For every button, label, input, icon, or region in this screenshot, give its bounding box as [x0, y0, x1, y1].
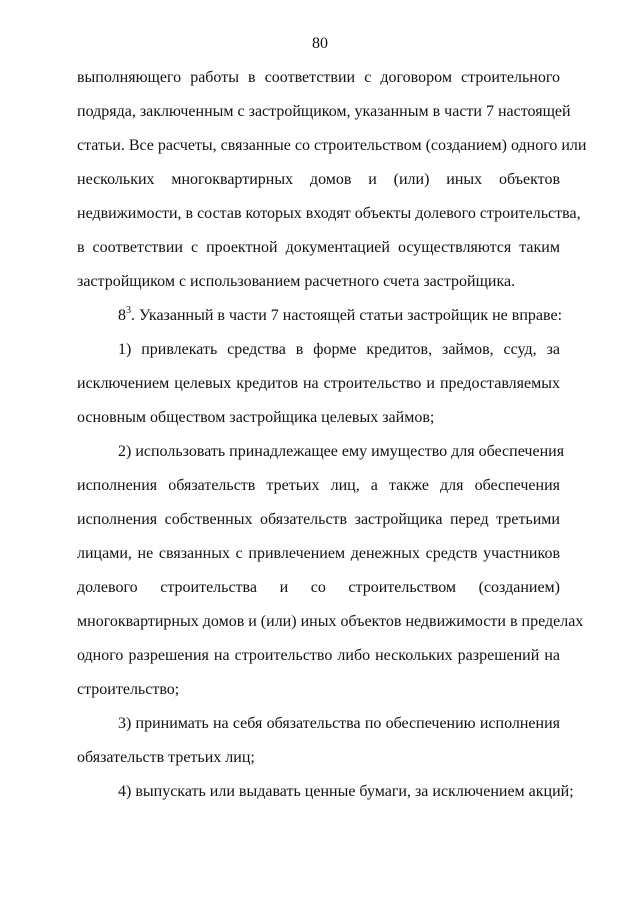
- page-number: 80: [312, 35, 328, 52]
- item-2-line-4: лицами, не связанных с привлечением денежных средств участников: [77, 545, 560, 562]
- item-2-line-7: одного разрешения на строительство либо нескольких разрешений на: [77, 647, 560, 664]
- item-1-line-1: 1) привлекать средства в форме кредитов, займов, ссуд, за: [118, 341, 560, 358]
- item-2-line-1: 2) использовать принадлежащее ему имущество для обеспечения: [118, 443, 565, 460]
- item-1-line-2: исключением целевых кредитов на строительство и предоставляемых: [77, 375, 560, 392]
- item-3-line-1: 3) принимать на себя обязательства по обеспечению исполнения: [118, 715, 560, 732]
- section-8-3-heading: [118, 304, 563, 326]
- text-line-1: выполняющего работы в соответствии с договором строительного: [77, 69, 560, 86]
- text-line-6: в соответствии с проектной документацией осуществляются таким: [77, 239, 560, 256]
- text-line-7: застройщиком с использованием расчетного счета застройщика.: [77, 273, 516, 290]
- text-line-5: недвижимости, в состав которых входят объекты долевого строительства,: [77, 205, 581, 222]
- section-superscript: 3: [126, 304, 131, 316]
- text-line-4: нескольких многоквартирных домов и (или) иных объектов: [77, 171, 560, 188]
- item-2-line-3: исполнения собственных обязательств застройщика перед третьими: [77, 511, 560, 528]
- item-3-line-2: обязательств третьих лиц;: [77, 749, 255, 766]
- item-2-line-2: исполнения обязательств третьих лиц, а также для обеспечения: [77, 477, 560, 494]
- item-1-line-3: основным обществом застройщика целевых займов;: [77, 409, 435, 426]
- item-4-line-1: 4) выпускать или выдавать ценные бумаги, за исключением акций;: [118, 783, 574, 800]
- text-line-2: подряда, заключенным с застройщиком, указанным в части 7 настоящей: [77, 103, 571, 120]
- item-2-line-5: долевого строительства и со строительством (созданием): [77, 579, 560, 596]
- item-2-line-8: строительство;: [77, 681, 180, 698]
- section-number: 8: [118, 307, 126, 324]
- item-2-line-6: многоквартирных домов и (или) иных объектов недвижимости в пределах: [77, 613, 584, 630]
- section-heading-text: . Указанный в части 7 настоящей статьи застройщик не вправе:: [131, 307, 563, 324]
- text-line-3: статьи. Все расчеты, связанные со строительством (созданием) одного или: [77, 137, 587, 154]
